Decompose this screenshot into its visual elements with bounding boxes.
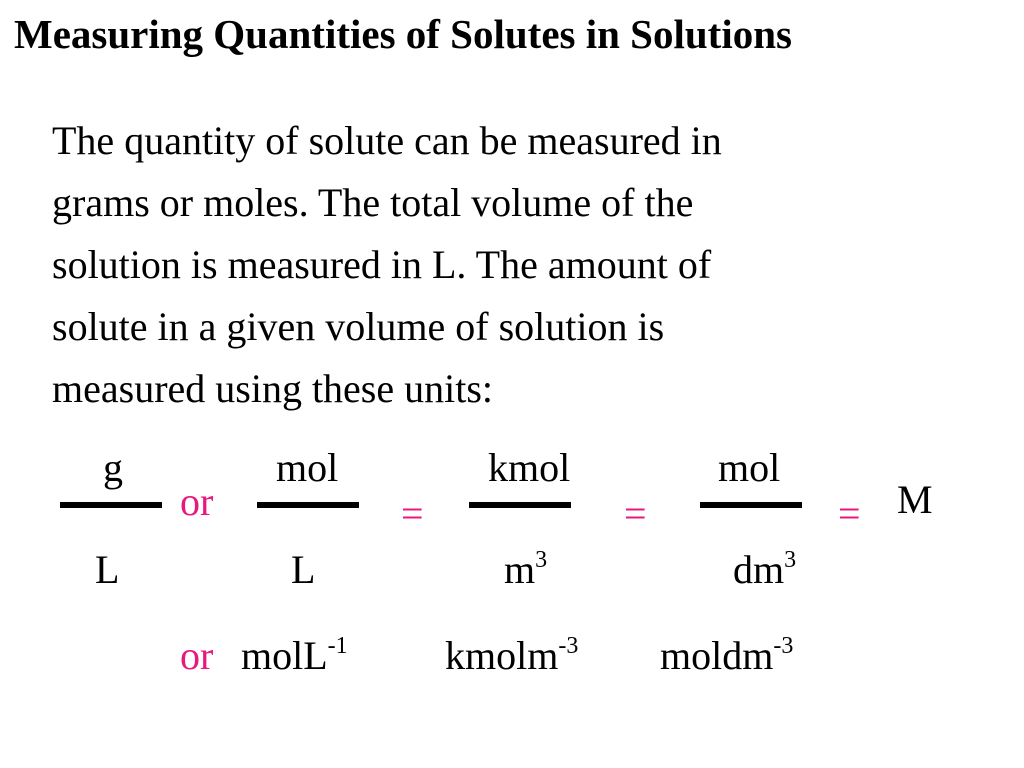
unit-base: moldm bbox=[660, 633, 774, 678]
fraction-bar bbox=[700, 502, 802, 508]
paragraph-line: measured using these units: bbox=[52, 366, 494, 411]
unit-exponent: -3 bbox=[773, 633, 794, 659]
fraction-numerator-g: g bbox=[103, 445, 123, 490]
paragraph-line: solution is measured in L. The amount of bbox=[52, 242, 712, 287]
fraction-denominator-m3 bbox=[504, 547, 548, 592]
equals-sign: = bbox=[838, 491, 861, 536]
fraction-denominator-L: L bbox=[95, 547, 120, 592]
fraction-bar bbox=[60, 502, 162, 508]
fraction-denominator-L: L bbox=[291, 547, 316, 592]
unit-exponent: -1 bbox=[327, 633, 348, 659]
inline-unit-molL bbox=[241, 633, 348, 678]
fraction-numerator-mol: mol bbox=[276, 445, 339, 490]
fraction-numerator-kmol: kmol bbox=[488, 445, 571, 490]
slide-title: Measuring Quantities of Solutes in Solutions bbox=[14, 11, 792, 57]
denominator-base: dm bbox=[733, 547, 785, 592]
inline-unit-kmolm bbox=[445, 633, 579, 678]
unit-exponent: -3 bbox=[558, 633, 579, 659]
body-paragraph bbox=[52, 110, 952, 420]
paragraph-line: The quantity of solute can be measured in bbox=[52, 118, 722, 163]
molarity-symbol: M bbox=[897, 477, 933, 522]
fraction-bar bbox=[469, 502, 571, 508]
unit-base: kmolm bbox=[445, 633, 559, 678]
denominator-exponent: 3 bbox=[535, 547, 548, 573]
or-label: or bbox=[180, 633, 214, 678]
paragraph-line: grams or moles. The total volume of the bbox=[52, 180, 694, 225]
denominator-base: m bbox=[504, 547, 536, 592]
fraction-bar bbox=[257, 502, 359, 508]
fraction-numerator-mol: mol bbox=[718, 445, 781, 490]
paragraph-line: solute in a given volume of solution is bbox=[52, 304, 665, 349]
denominator-exponent: 3 bbox=[784, 547, 797, 573]
fraction-denominator-dm3 bbox=[733, 547, 797, 592]
inline-unit-moldm bbox=[660, 633, 794, 678]
equals-sign: = bbox=[624, 491, 647, 536]
unit-base: molL bbox=[241, 633, 328, 678]
equals-sign: = bbox=[401, 491, 424, 536]
or-connector: or bbox=[180, 479, 214, 524]
